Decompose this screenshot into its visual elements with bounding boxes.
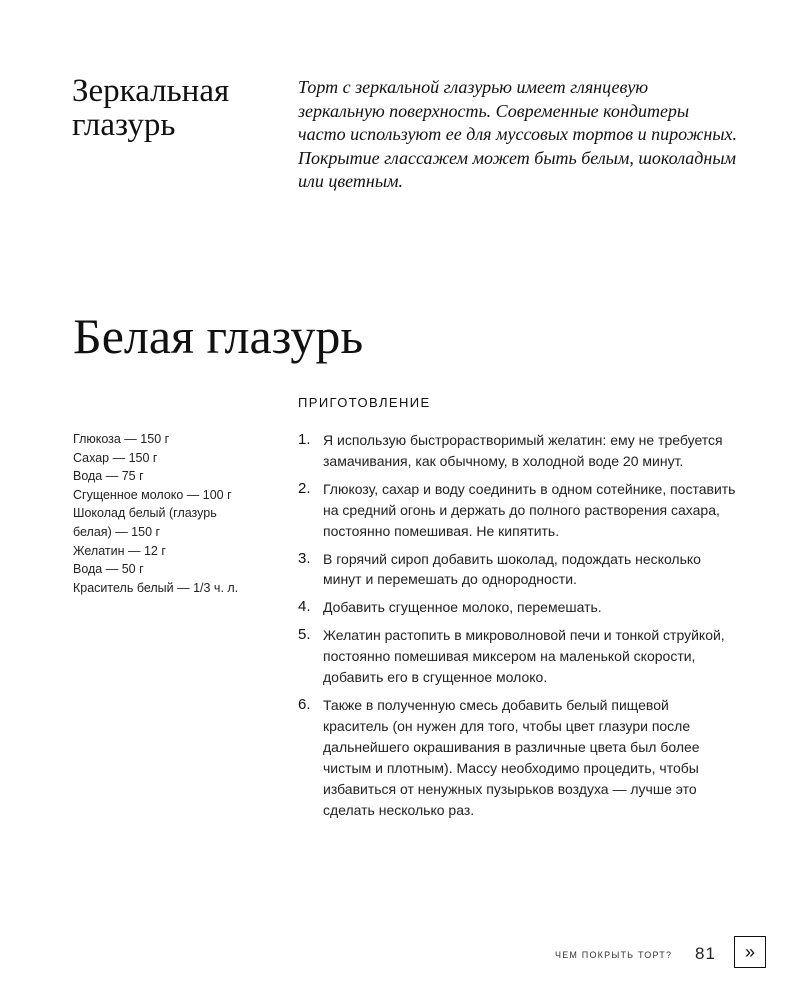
step-item bbox=[298, 430, 738, 472]
ingredient-item: Желатин — 12 г bbox=[73, 543, 166, 558]
step-text: Глюкозу, сахар и воду соединить в одном сотейнике, поставить на средний огонь и держать до полного растворения сахара, постоянно помешивая. Не кипятить. bbox=[323, 480, 736, 539]
step-item bbox=[298, 695, 738, 820]
step-text: В горячий сироп добавить шоколад, подождать несколько минут и перемешать до однородности. bbox=[323, 550, 701, 588]
step-item bbox=[298, 479, 738, 542]
recipe-title: Белая глазурь bbox=[73, 308, 364, 364]
ingredient-item: Краситель белый — 1/3 ч. л. bbox=[73, 580, 239, 595]
step-text: Я использую быстрорастворимый желатин: ему не требуется замачивания, как обычному, в холодной воде 20 минут. bbox=[323, 432, 723, 469]
step-number: 4. bbox=[298, 598, 311, 616]
step-number: 3. bbox=[298, 549, 311, 567]
ingredient-item: Вода — 50 г bbox=[73, 562, 144, 577]
step-text: Также в полученную смесь добавить белый пищевой краситель (он нужен для того, чтобы цвет глазури после дальнейшего окрашивания в различные цвета был более чистым и плотным). Массу необходимо процедить, чтобы избавиться от ненужных пузырьков воздуха — лучше это сделать несколько раз. bbox=[323, 696, 700, 818]
step-item bbox=[298, 597, 738, 618]
ingredients-list bbox=[73, 430, 243, 597]
preparation-steps bbox=[298, 430, 738, 827]
double-chevron-right-icon: » bbox=[744, 942, 755, 962]
ingredient-item: Сахар — 150 г bbox=[73, 450, 158, 465]
next-page-button[interactable] bbox=[734, 936, 766, 968]
step-number: 2. bbox=[298, 479, 311, 497]
step-number: 5. bbox=[298, 626, 311, 644]
step-item bbox=[298, 625, 738, 688]
chapter-label: ЧЕМ ПОКРЫТЬ ТОРТ? bbox=[555, 950, 673, 960]
step-item bbox=[298, 549, 738, 591]
section-title: Зеркальная глазурь bbox=[72, 73, 230, 143]
preparation-heading: ПРИГОТОВЛЕНИЕ bbox=[298, 395, 431, 410]
ingredient-item: Глюкоза — 150 г bbox=[73, 432, 170, 446]
page-number: 81 bbox=[695, 944, 716, 963]
step-number: 6. bbox=[298, 695, 311, 713]
step-text: Добавить сгущенное молоко, перемешать. bbox=[323, 599, 602, 616]
ingredient-item: Шоколад белый (глазурь белая) — 150 г bbox=[73, 506, 217, 539]
step-text: Желатин растопить в микроволновой печи и тонкой струйкой, постоянно помешивая миксером на маленькой скорости, добавить его в сгущенное молоко. bbox=[323, 627, 725, 686]
section-intro: Торт с зеркальной глазурью имеет глянцевую зеркальную поверхность. Современные кондитеры часто используют ее для муссовых тортов и пирожных. Покрытие глассажем может быть белым, шоколадным или цветным. bbox=[298, 77, 738, 191]
ingredient-item: Сгущенное молоко — 100 г bbox=[73, 487, 232, 502]
step-number: 1. bbox=[298, 431, 311, 448]
ingredient-item: Вода — 75 г bbox=[73, 469, 144, 484]
